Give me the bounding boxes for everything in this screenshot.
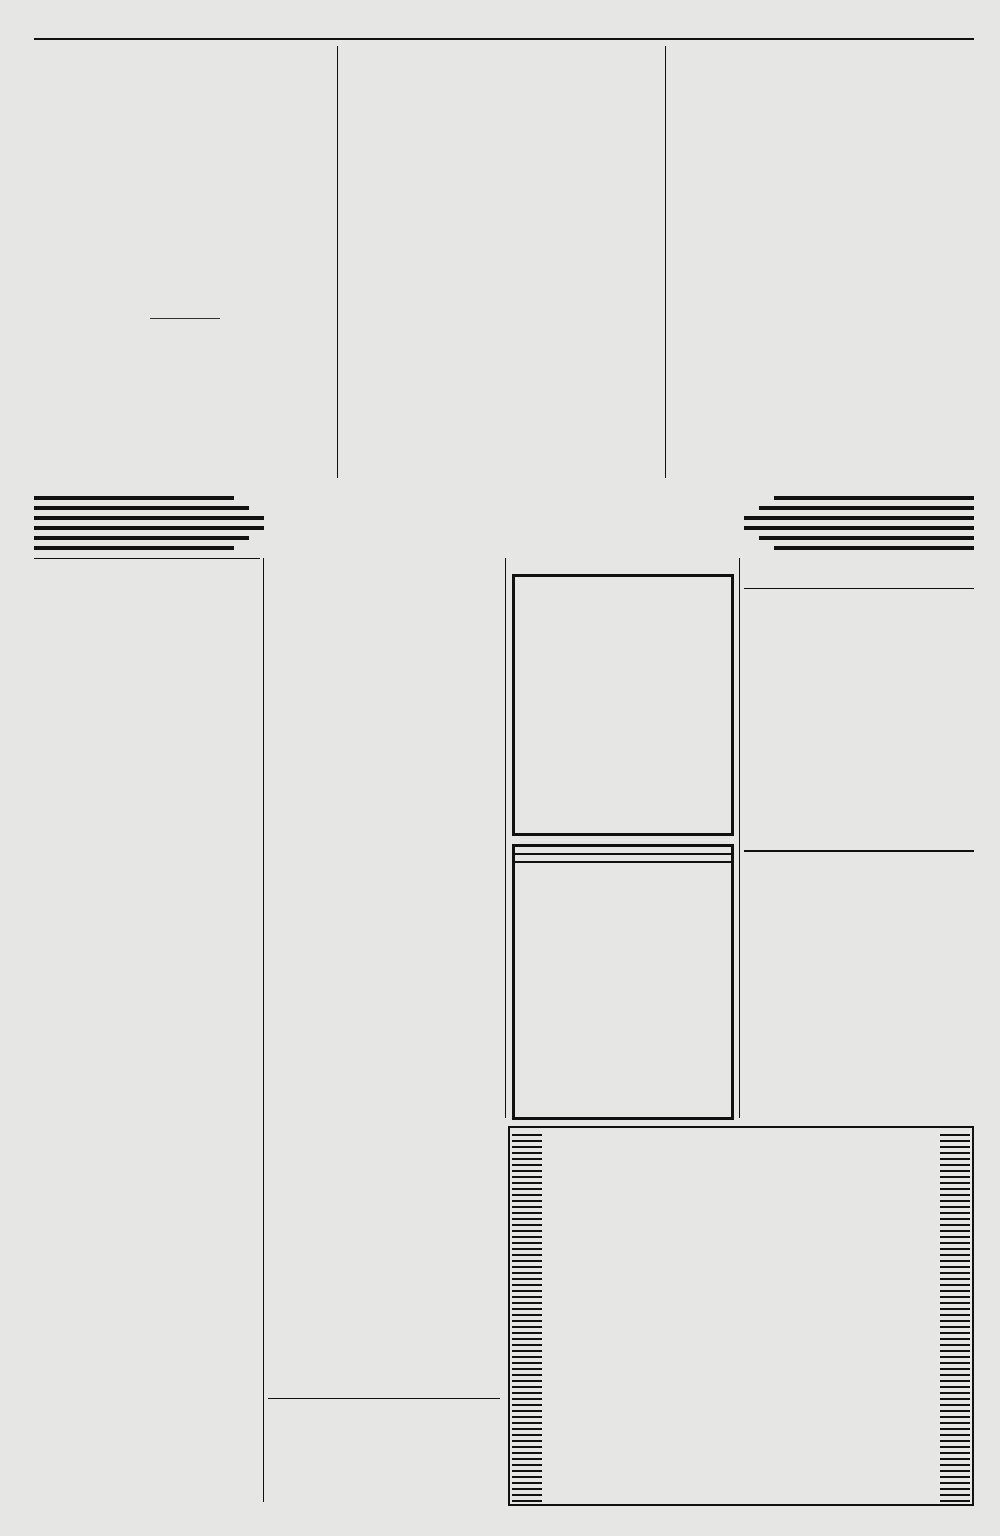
theatres-listing: [38, 584, 260, 804]
column-divider: [505, 558, 506, 1118]
foreign-radio-day2-program: [38, 1348, 260, 1498]
divider: [34, 558, 260, 559]
foreign-radio-day1-program: [38, 1150, 260, 1334]
header-rule: [34, 38, 974, 40]
decorative-border-left: [512, 1130, 542, 1502]
divider: [150, 318, 220, 319]
announcements-banner: [34, 490, 974, 554]
column-divider: [739, 558, 740, 1118]
divider: [744, 850, 974, 852]
club-contest-article: [342, 380, 660, 478]
foreign-sport-article: [670, 259, 974, 479]
butter-prices: [270, 1220, 500, 1282]
exchange-rates: [270, 1130, 500, 1206]
theatre-review-article: [34, 46, 334, 296]
vistnyk-contents: [748, 618, 974, 842]
cinema-listing: [38, 844, 260, 1174]
ads-box: [512, 844, 734, 1120]
obituary-box: [512, 574, 734, 836]
decorative-border-right: [940, 1130, 970, 1502]
notice-text: [270, 1440, 500, 1488]
ski-results-continued: [670, 46, 974, 232]
lviv-radio-day1-program: [270, 596, 500, 840]
column-divider: [263, 558, 264, 1502]
lviv-radio-day2-program: [270, 858, 500, 1086]
sport-article: [34, 378, 334, 478]
column-divider: [665, 46, 666, 478]
divider: [268, 1398, 500, 1399]
divider: [744, 588, 974, 589]
books-box: [508, 1126, 974, 1506]
column-divider: [337, 46, 338, 478]
ski-results-article: [342, 46, 660, 346]
